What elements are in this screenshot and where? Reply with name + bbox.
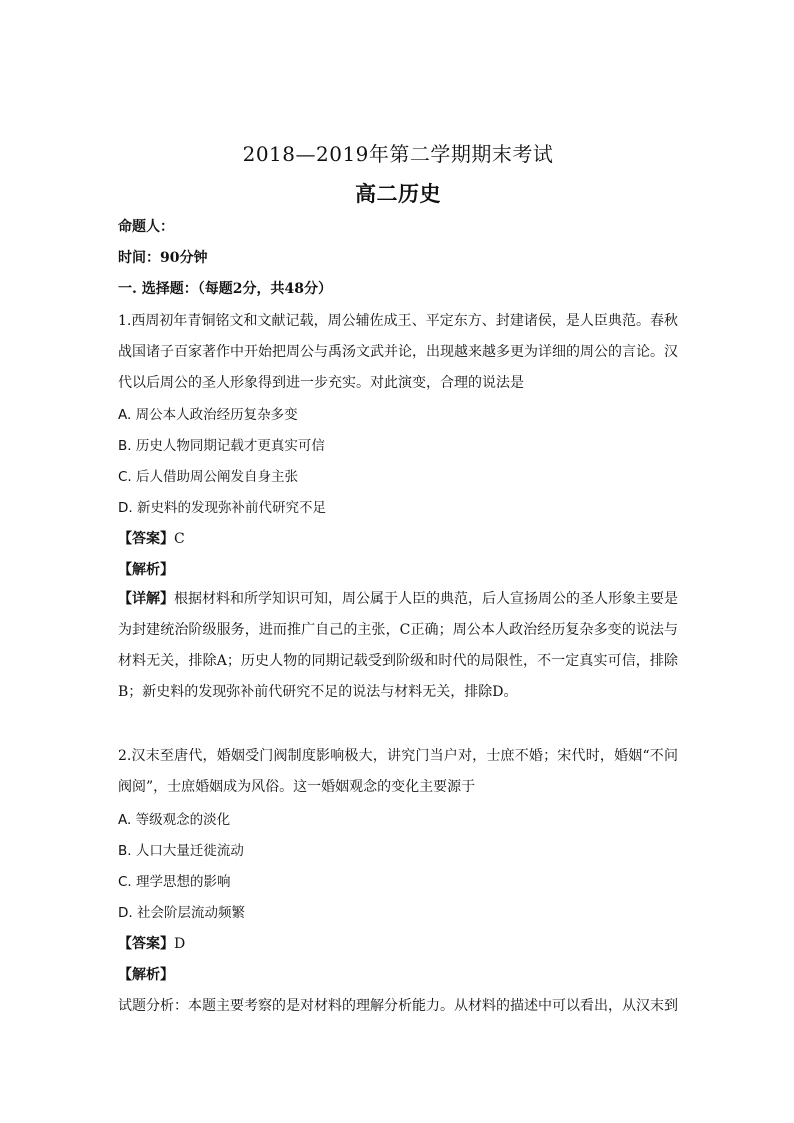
q1-option-c: C. 后人借助周公阐发自身主张 [118,469,299,485]
q1-detail [118,584,678,708]
exam-title: 2018—2019年第二学期期末考试 [242,142,554,166]
section-title: 一. 选择题：（每题2分，共48分） [118,281,332,297]
q2-option-c: C. 理学思想的影响 [118,874,231,890]
q2-analysis-text: 试题分析：本题主要考察的是对材料的理解分析能力。从材料的描述中可以看出，从汉末到 [118,998,678,1014]
q2-answer-label: 【答案】 [118,936,174,952]
q2-stem: 2.汉末至唐代，婚姻受门阀制度影响极大，讲究门当户对，士庶不婚；宋代时，婚姻“不问阀阅”，士庶婚姻成为风俗。这一婚姻观念的变化主要源于 [118,748,678,795]
time-line [118,247,678,267]
time-value: 90分钟 [160,250,208,266]
q2-option-a: A. 等级观念的淡化 [118,812,231,828]
q2-answer [118,933,678,953]
q2-answer-value: D [174,936,186,952]
q2-option-b: B. 人口大量迁徙流动 [118,843,244,859]
q1-option-d: D. 新史料的发现弥补前代研究不足 [118,500,326,516]
q2-analysis-label: 【解析】 [118,967,174,983]
q2-option-d: D. 社会阶层流动频繁 [118,905,245,921]
q1-option-b: B. 历史人物同期记载才更真实可信 [118,438,325,454]
exam-subject: 高二历史 [355,181,441,206]
q1-answer-value: C [174,531,185,547]
q1-option-a: A. 周公本人政治经历复杂多变 [118,407,298,423]
q1-stem: 1.西周初年青铜铭文和文献记载，周公辅佐成王、平定东方、封建诸侯，是人臣典范。春秋战国诸子百家著作中开始把周公与禹汤文武并论，出现越来越多更为详细的周公的言论。汉代以后周公的圣人形象得到进一步充实。对此演变，合理的说法是 [118,313,678,391]
q1-detail-label: 【详解】 [118,591,174,607]
q1-detail-text: 根据材料和所学知识可知，周公属于人臣的典范，后人宣扬周公的圣人形象主要是为封建统治阶级服务，进而推广自己的主张，C正确；周公本人政治经历复杂多变的说法与材料无关，排除A；历史人物的同期记载受到阶级和时代的局限性，不一定真实可信，排除B；新史料的发现弥补前代研究不足的说法与材料无关，排除D。 [118,591,678,700]
q1-answer [118,528,678,548]
author-label: 命题人： [118,219,174,235]
time-label: 时间： [118,250,160,266]
q1-answer-label: 【答案】 [118,531,174,547]
q1-analysis-label: 【解析】 [118,562,174,578]
